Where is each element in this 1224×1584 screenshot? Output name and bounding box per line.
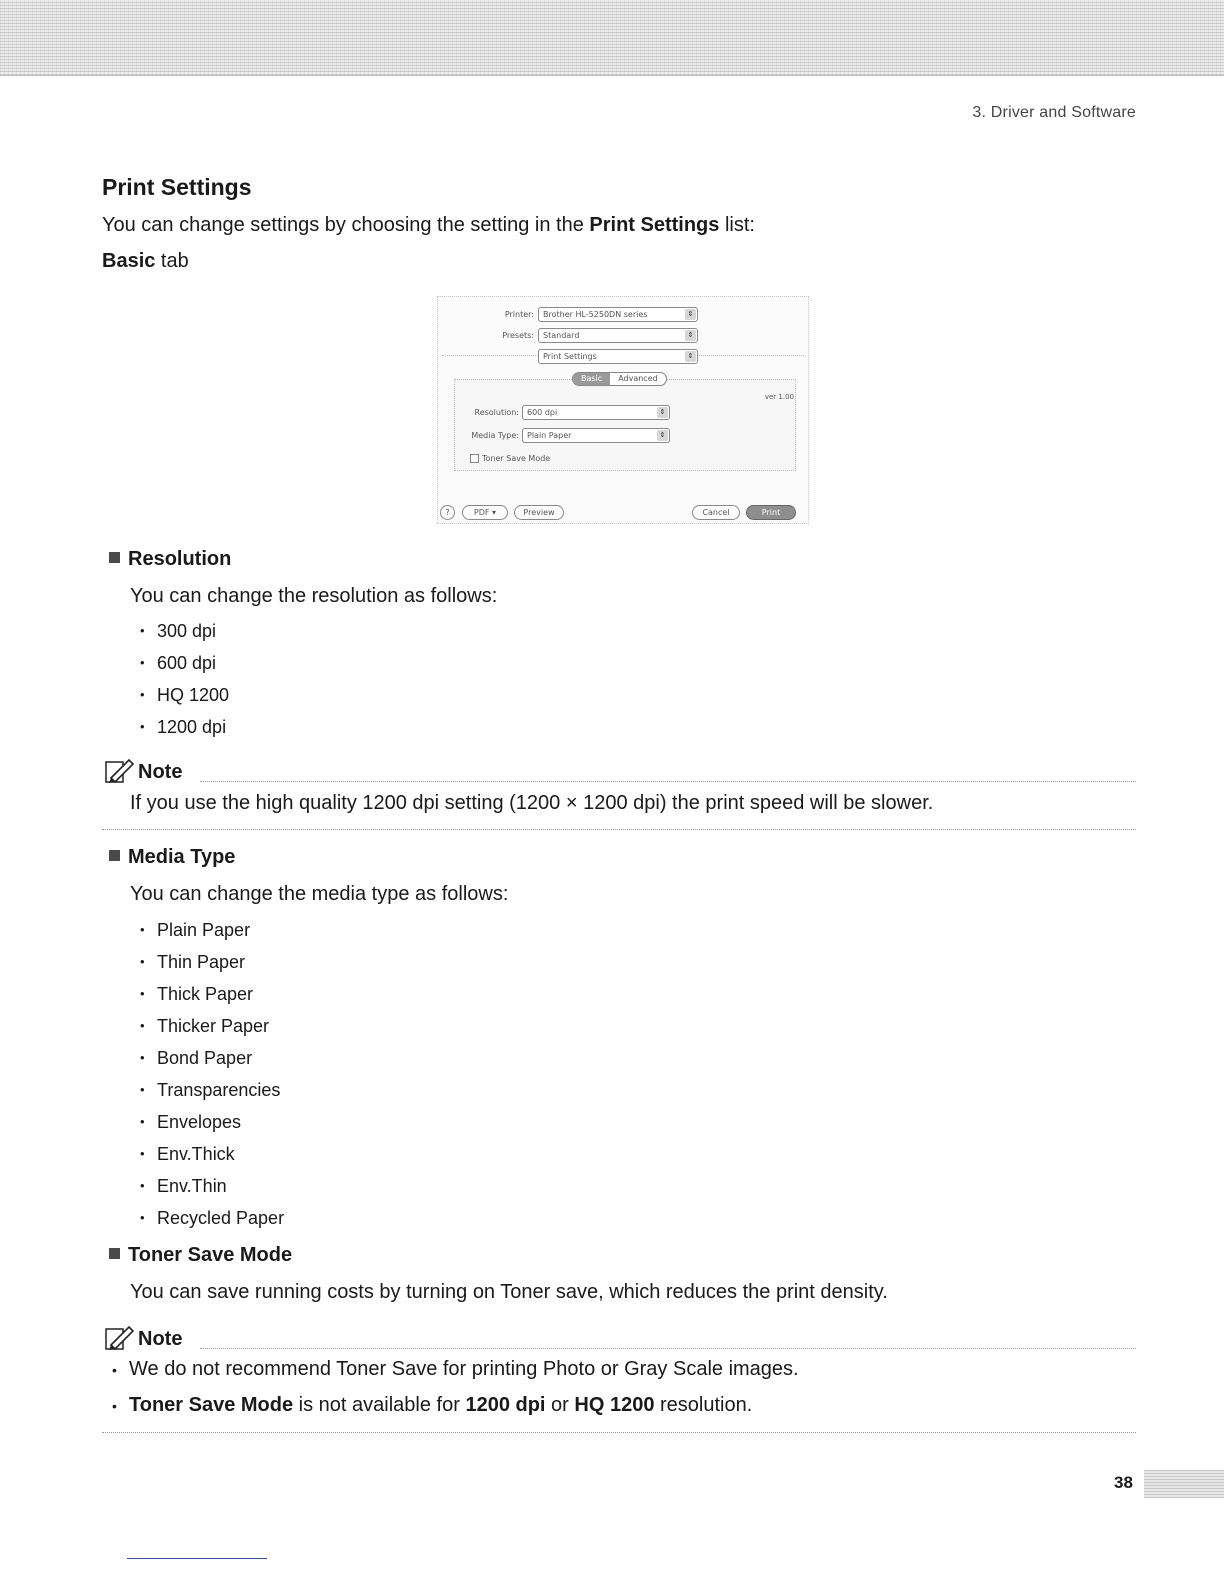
printer-label: Printer: [504,310,534,319]
printer-select[interactable]: Brother HL-5250DN series ⇕ [538,307,698,322]
list-item: • Transparencies [140,1080,284,1112]
note-top-rule [200,1348,1136,1349]
updown-arrow-icon: ⇕ [685,351,696,362]
list-item: • 300 dpi [140,621,229,653]
square-bullet-icon [109,1248,120,1259]
page-title: Print Settings [102,174,252,200]
page-number: 38 [1114,1473,1133,1492]
tab-basic[interactable]: Basic [573,373,610,385]
list-item: • Thick Paper [140,984,284,1016]
panel-select[interactable]: Print Settings ⇕ [538,349,698,364]
media-type-list [140,920,284,1240]
note-bottom-rule [102,1432,1136,1433]
list-item: • Recycled Paper [140,1208,284,1240]
toner-save-text: You can save running costs by turning on Toner save, which reduces the print density. [130,1281,888,1303]
resolution-select[interactable]: 600 dpi ⇕ [522,405,670,420]
version-label: ver 1.00 [764,393,794,401]
media-type-text: You can change the media type as follows: [130,883,509,905]
presets-label: Presets: [502,331,534,340]
list-item: • We do not recommend Toner Save for printing Photo or Gray Scale images. [112,1358,799,1394]
list-item: • Thin Paper [140,952,284,984]
footer-band [1144,1470,1224,1498]
list-item: • Env.Thick [140,1144,284,1176]
toner-save-heading: Toner Save Mode [109,1244,292,1267]
updown-arrow-icon: ⇕ [685,309,696,320]
resolution-heading: Resolution [109,548,231,571]
intro-text: You can change settings by choosing the setting in the Print Settings list: [102,214,755,236]
footer-rule [127,1558,267,1559]
preview-button[interactable]: Preview [514,505,564,520]
note-list [112,1358,799,1430]
chapter-label: 3. Driver and Software [972,104,1136,121]
media-type-select[interactable]: Plain Paper ⇕ [522,428,670,443]
help-button[interactable]: ? [440,505,455,520]
list-item: • Thicker Paper [140,1016,284,1048]
note-heading: Note [103,756,182,784]
media-type-heading: Media Type [109,846,235,869]
checkbox-box[interactable] [470,454,479,463]
resolution-text: You can change the resolution as follows: [130,585,498,607]
header-band [0,0,1224,76]
resolution-list [140,621,229,749]
list-item: • 1200 dpi [140,717,229,749]
updown-arrow-icon: ⇕ [657,407,668,418]
square-bullet-icon [109,552,120,563]
basic-tab-caption: Basic tab [102,250,189,272]
tab-advanced[interactable]: Advanced [618,374,658,383]
toner-save-checkbox[interactable] [470,454,550,463]
note-pencil-icon [103,756,135,784]
updown-arrow-icon: ⇕ [657,430,668,441]
list-item: • Envelopes [140,1112,284,1144]
list-item: • Bond Paper [140,1048,284,1080]
note-bottom-rule [102,829,1136,830]
note-heading: Note [103,1323,182,1351]
print-button[interactable]: Print [746,505,796,520]
cancel-button[interactable]: Cancel [692,505,740,520]
toner-save-label: Toner Save Mode [482,454,551,463]
square-bullet-icon [109,850,120,861]
list-item: • 600 dpi [140,653,229,685]
note-pencil-icon [103,1323,135,1351]
list-item: • Plain Paper [140,920,284,952]
list-item: • Toner Save Mode is not available for 1200 dpi or HQ 1200 resolution. [112,1394,799,1430]
list-item: • Env.Thin [140,1176,284,1208]
presets-select[interactable]: Standard ⇕ [538,328,698,343]
note-text: If you use the high quality 1200 dpi setting (1200 × 1200 dpi) the print speed will be slower. [130,792,934,814]
tab-switcher [572,372,667,386]
pdf-button[interactable]: PDF ▾ [462,505,508,520]
list-item: • HQ 1200 [140,685,229,717]
media-type-label: Media Type: [471,431,519,440]
print-dialog-screenshot [437,296,809,524]
updown-arrow-icon: ⇕ [685,330,696,341]
resolution-label: Resolution: [474,408,519,417]
note-top-rule [200,781,1136,782]
